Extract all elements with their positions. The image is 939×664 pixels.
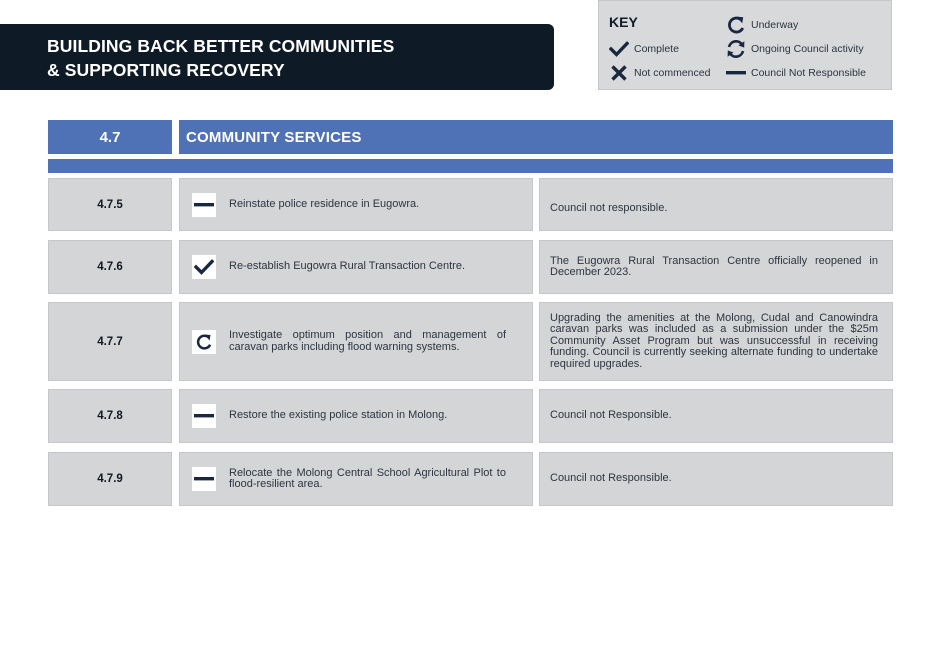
action-text: Investigate optimum position and management of caravan parks including flood warning systems. bbox=[229, 329, 506, 353]
status-key bbox=[598, 0, 892, 90]
status-text: Council not Responsible. bbox=[550, 472, 672, 485]
key-label-underway: Underway bbox=[751, 19, 799, 31]
action-text: Re-establish Eugowra Rural Transaction Centre. bbox=[229, 260, 466, 273]
table-row bbox=[48, 302, 893, 381]
status-cell bbox=[539, 302, 893, 381]
action-cell bbox=[179, 302, 533, 381]
key-label-not-responsible: Council Not Responsible bbox=[751, 67, 866, 79]
action-cell bbox=[179, 452, 533, 506]
section-number: 4.7 bbox=[48, 120, 172, 154]
action-text: Relocate the Molong Central School Agricultural Plot to flood-resilient area. bbox=[229, 466, 506, 490]
status-cell bbox=[539, 240, 893, 294]
page-title-banner bbox=[0, 24, 554, 90]
section-divider bbox=[48, 159, 893, 173]
row-id: 4.7.9 bbox=[48, 452, 172, 506]
ongoing-cycle-icon bbox=[725, 38, 747, 60]
table-row bbox=[48, 389, 893, 443]
underway-icon bbox=[725, 14, 747, 36]
status-text: Council not Responsible. bbox=[550, 409, 672, 422]
underway-icon bbox=[192, 330, 216, 354]
key-title: KEY bbox=[609, 14, 638, 30]
dash-icon bbox=[192, 404, 216, 428]
check-icon bbox=[192, 255, 216, 279]
status-cell bbox=[539, 389, 893, 443]
dash-icon bbox=[725, 62, 747, 84]
status-text: The Eugowra Rural Transaction Centre officially reopened in December 2023. bbox=[550, 254, 878, 278]
dash-icon bbox=[192, 193, 216, 217]
row-id: 4.7.8 bbox=[48, 389, 172, 443]
dash-icon bbox=[192, 467, 216, 491]
table-row bbox=[48, 452, 893, 506]
key-item-underway bbox=[725, 14, 798, 36]
status-text: Upgrading the amenities at the Molong, Cudal and Canowindra caravan parks was included as a submission under the $25m Community Asset Program but was unsuccessful in receiving funding. Council is currently seeking alternate funding to undertake required upgrades. bbox=[550, 311, 878, 370]
key-item-not-commenced bbox=[608, 62, 710, 84]
action-text: Restore the existing police station in Molong. bbox=[229, 409, 448, 422]
action-cell bbox=[179, 240, 533, 294]
page-title-line1: BUILDING BACK BETTER COMMUNITIES bbox=[47, 36, 395, 56]
action-text: Reinstate police residence in Eugowra. bbox=[229, 197, 420, 210]
key-label-complete: Complete bbox=[634, 43, 679, 55]
key-item-not-responsible bbox=[725, 62, 866, 84]
table-row bbox=[48, 240, 893, 294]
check-icon bbox=[608, 38, 630, 60]
status-text: Council not responsible. bbox=[550, 201, 668, 214]
row-id: 4.7.5 bbox=[48, 178, 172, 231]
key-label-ongoing: Ongoing Council activity bbox=[751, 43, 864, 55]
cross-icon bbox=[608, 62, 630, 84]
section-title: COMMUNITY SERVICES bbox=[179, 120, 893, 154]
page-title-line2: & SUPPORTING RECOVERY bbox=[47, 60, 285, 80]
key-label-not-commenced: Not commenced bbox=[634, 67, 711, 79]
status-cell bbox=[539, 178, 893, 231]
row-id: 4.7.7 bbox=[48, 302, 172, 381]
key-item-complete bbox=[608, 38, 679, 60]
table-row bbox=[48, 178, 893, 231]
key-item-ongoing bbox=[725, 38, 864, 60]
action-cell bbox=[179, 178, 533, 231]
status-cell bbox=[539, 452, 893, 506]
row-id: 4.7.6 bbox=[48, 240, 172, 294]
action-cell bbox=[179, 389, 533, 443]
